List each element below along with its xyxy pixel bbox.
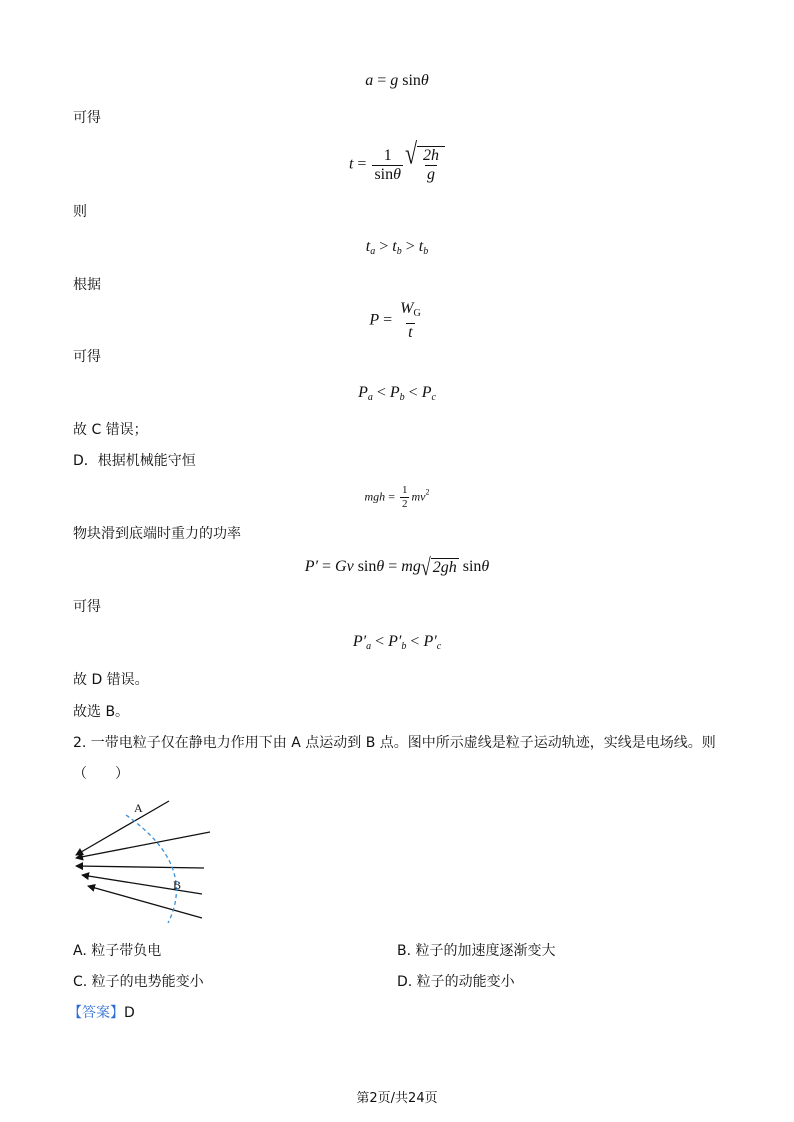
equals-sign: = [384, 558, 402, 576]
equation-power [0, 300, 794, 342]
var-theta: θ [393, 165, 401, 183]
sqrt-2gh [420, 553, 459, 581]
point-label-a: A [134, 801, 143, 815]
radical-sign: √ [420, 553, 431, 581]
equation-time-compare [0, 238, 794, 257]
text-d-wrong: 故 D 错误。 [73, 672, 149, 688]
sub-b: b [423, 246, 429, 257]
option-c[interactable]: C. 粒子的电势能变小 [73, 974, 204, 990]
expr-mg: mg [401, 558, 421, 576]
sub-b: b [399, 392, 405, 403]
var-t: t [365, 238, 371, 255]
question-2-stem: 2. 一带电粒子仅在静电力作用下由 A 点运动到 B 点。图中所示虚线是粒子运动轨迹，实线是电场线。则 [73, 735, 716, 751]
text-kede-3: 可得 [73, 599, 101, 615]
var-p-prime: P′ [388, 633, 402, 650]
sub-g: G [413, 308, 421, 319]
text-kede-2: 可得 [73, 349, 101, 365]
equation-energy [0, 484, 794, 511]
option-a[interactable]: A. 粒子带负电 [73, 943, 162, 959]
sub-b: b [396, 246, 402, 257]
lt-sign: < [404, 384, 422, 401]
text-genju: 根据 [73, 277, 101, 293]
field-line-3 [76, 866, 204, 868]
text-choose-b: 故选 B。 [73, 704, 130, 720]
radicand: 2gh [432, 559, 457, 576]
equation-power-compare [0, 384, 794, 403]
electric-field-figure [62, 795, 222, 930]
sup-2: 2 [425, 487, 430, 497]
fraction-one-over-sin [372, 147, 403, 184]
sub-a: a [366, 641, 372, 652]
var-p: P [358, 384, 368, 401]
option-b[interactable]: B. 粒子的加速度逐渐变大 [397, 943, 556, 959]
var-p: P [389, 384, 400, 401]
var-p-prime: P′ [352, 633, 367, 650]
var-t: t [418, 238, 424, 255]
option-d[interactable]: D. 粒子的动能变小 [397, 974, 515, 990]
var-theta: θ [481, 558, 490, 576]
expr-mgh: mgh [364, 489, 386, 504]
var-t: t [408, 324, 413, 341]
radical-sign: √ [404, 136, 418, 171]
equals-sign: = [373, 72, 391, 89]
expr-gv: Gv [335, 558, 354, 576]
lt-sign: < [372, 384, 390, 401]
var-t: t [392, 238, 397, 255]
answer-line [68, 1003, 135, 1023]
sub-a: a [367, 392, 373, 403]
lt-sign: < [406, 633, 424, 650]
numerator: 2h [423, 147, 440, 164]
fraction-work-over-time [398, 300, 423, 342]
sub-a: a [370, 246, 376, 257]
gt-sign: > [375, 238, 393, 255]
gt-sign: > [401, 238, 419, 255]
answer-tag: 【答案】 [68, 1005, 124, 1021]
var-w: W [400, 300, 414, 317]
var-theta: θ [376, 558, 385, 576]
sin-func: sin [458, 558, 482, 576]
question-2-blank: （ ） [73, 766, 129, 782]
sin-func: sin [398, 72, 421, 89]
text-ze: 则 [73, 204, 87, 220]
sqrt-2h-over-g [404, 136, 445, 184]
text-d-head: D．根据机械能守恒 [73, 453, 196, 469]
point-label-b: B [173, 878, 182, 892]
answer-value: D [124, 1005, 135, 1021]
sin-func: sin [374, 165, 394, 183]
var-p: P [421, 384, 432, 401]
numerator: 1 [401, 484, 408, 496]
var-t: t [348, 155, 354, 173]
denominator: g [427, 166, 436, 183]
field-line-4 [82, 875, 202, 894]
equals-sign: = [379, 311, 397, 329]
equals-sign: = [353, 155, 371, 173]
numerator: 1 [383, 146, 392, 164]
fraction-half [400, 484, 410, 511]
sin-func: sin [353, 558, 377, 576]
page-footer: 第2页/共24页 [356, 1091, 438, 1106]
expr-mv: mv [411, 489, 426, 504]
field-line-1 [76, 801, 169, 855]
denominator: 2 [401, 498, 408, 510]
text-kede-1: 可得 [73, 110, 101, 126]
text-power: 物块滑到底端时重力的功率 [73, 526, 241, 542]
sub-c: c [431, 392, 436, 403]
equals-sign: = [318, 558, 336, 576]
var-theta: θ [420, 72, 429, 89]
particle-trajectory [126, 815, 176, 923]
equation-acceleration [0, 72, 794, 90]
equals-sign: = [385, 489, 398, 504]
var-p: P [369, 311, 380, 329]
sub-b: b [401, 641, 407, 652]
equation-power-prime-compare [0, 633, 794, 652]
var-g: g [390, 72, 399, 89]
var-p-prime: P′ [304, 558, 319, 576]
sub-c: c [436, 641, 442, 652]
lt-sign: < [371, 633, 389, 650]
equation-gravity-power [0, 553, 794, 581]
text-c-wrong: 故 C 错误； [73, 422, 148, 438]
field-line-2 [76, 832, 210, 858]
var-p-prime: P′ [423, 633, 437, 650]
equation-time [0, 136, 794, 184]
var-a: a [365, 72, 374, 89]
